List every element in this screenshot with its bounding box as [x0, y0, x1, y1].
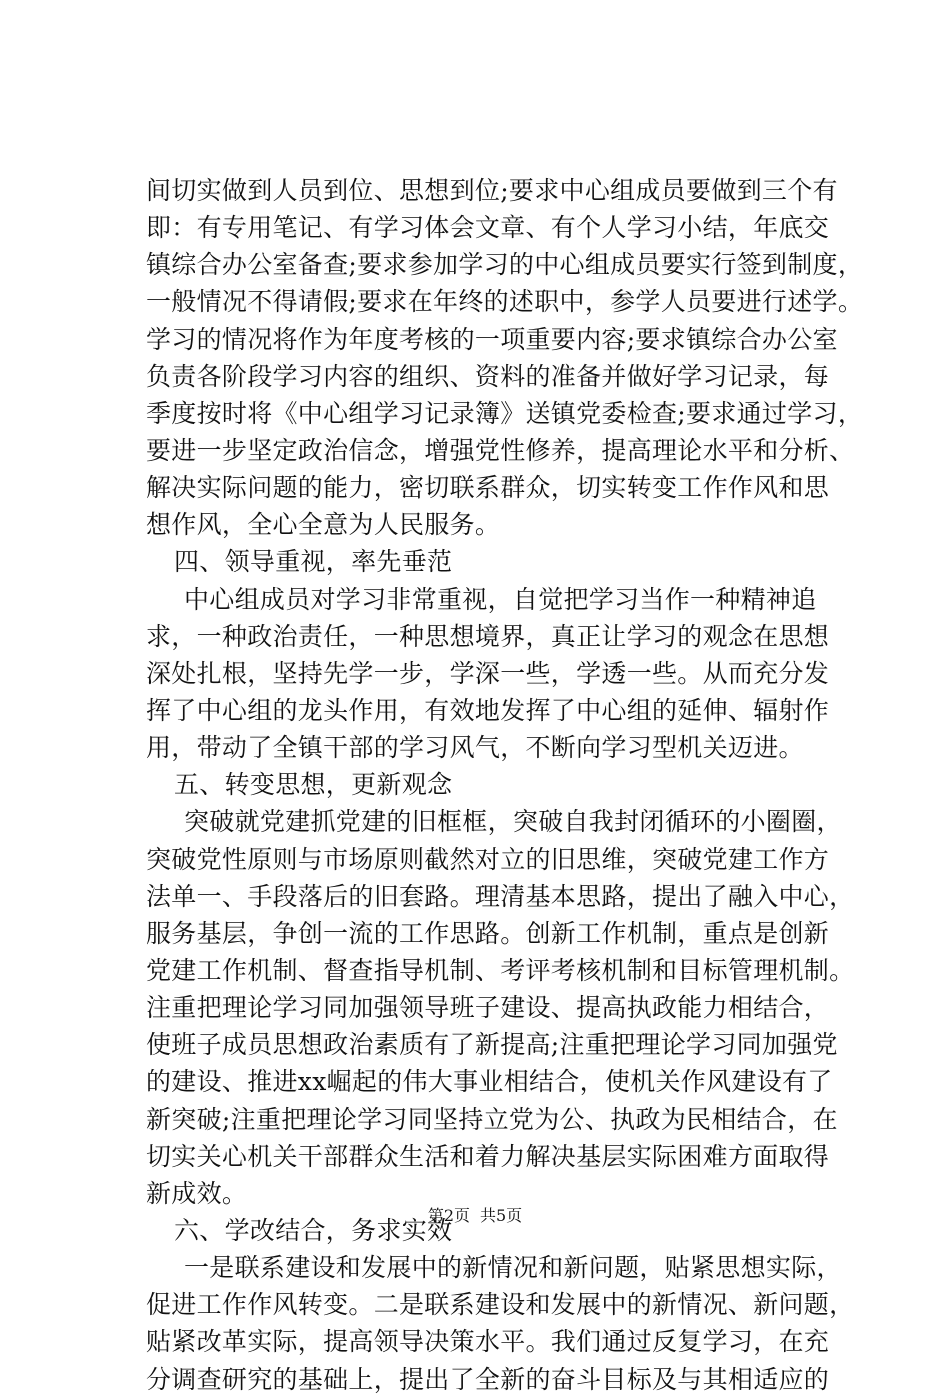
section-heading: 五、转变思想，更新观念	[174, 770, 453, 800]
text-line: 分调查研究的基础上，提出了全新的奋斗目标及与其相适应的	[146, 1364, 830, 1394]
section-heading: 四、领导重视，率先垂范	[174, 547, 453, 577]
page-number: 第2页	[427, 1206, 470, 1225]
text-line: 一般情况不得请假;要求在年终的述职中，参学人员要进行述学。	[146, 287, 864, 317]
text-line: 镇综合办公室备查;要求参加学习的中心组成员要实行签到制度，	[146, 250, 864, 280]
text-line: 求，一种政治责任，一种思想境界，真正让学习的观念在思想	[146, 621, 830, 651]
text-line: 一是联系建设和发展中的新情况和新问题，贴紧思想实际，	[184, 1253, 842, 1283]
text-line: 突破就党建抓党建的旧框框，突破自我封闭循环的小圈圈，	[184, 807, 842, 837]
text-line: 用，带动了全镇干部的学习风气，不断向学习型机关迈进。	[146, 733, 804, 763]
text-line: 要进一步坚定政治信念，增强党性修养，提高理论水平和分析、	[146, 435, 855, 465]
text-line: 贴紧改革实际，提高领导决策水平。我们通过反复学习，在充	[146, 1327, 830, 1357]
text-line: 使班子成员思想政治素质有了新提高;注重把理论学习同加强党	[146, 1030, 838, 1060]
text-line: 切实关心机关干部群众生活和着力解决基层实际困难方面取得	[146, 1141, 830, 1171]
text-line: 突破党性原则与市场原则截然对立的旧思维，突破党建工作方	[146, 844, 830, 874]
text-line: 注重把理论学习同加强领导班子建设、提高执政能力相结合，	[146, 993, 830, 1023]
text-line: 服务基层，争创一流的工作思路。创新工作机制，重点是创新	[146, 918, 830, 948]
text-line: 解决实际问题的能力，密切联系群众，切实转变工作作风和思	[146, 473, 830, 503]
text-line: 想作风，全心全意为人民服务。	[146, 510, 501, 540]
text-line: 季度按时将《中心组学习记录簿》送镇党委检查;要求通过学习，	[146, 398, 864, 428]
text-line: 法单一、手段落后的旧套路。理清基本思路，提出了融入中心，	[146, 881, 855, 911]
total-pages: 共5页	[480, 1206, 523, 1225]
text-line: 的建设、推进xx崛起的伟大事业相结合，使机关作风建设有了	[146, 1067, 833, 1097]
text-line: 党建工作机制、督查指导机制、考评考核机制和目标管理机制。	[146, 955, 855, 985]
section-heading: 六、学改结合，务求实效	[174, 1215, 453, 1245]
text-line: 负责各阶段学习内容的组织、资料的准备并做好学习记录，每	[146, 361, 830, 391]
text-line: 中心组成员对学习非常重视，自觉把学习当作一种精神追	[184, 584, 817, 614]
page-footer	[0, 1206, 950, 1226]
text-line: 促进工作作风转变。二是联系建设和发展中的新情况、新问题，	[146, 1290, 855, 1320]
text-line: 即：有专用笔记、有学习体会文章、有个人学习小结，年底交	[146, 213, 830, 243]
text-line: 新成效。	[146, 1178, 248, 1208]
text-line: 新突破;注重把理论学习同坚持立党为公、执政为民相结合，在	[146, 1104, 838, 1134]
text-line: 深处扎根，坚持先学一步，学深一些，学透一些。从而充分发	[146, 658, 830, 688]
text-line: 学习的情况将作为年度考核的一项重要内容;要求镇综合办公室	[146, 324, 838, 354]
text-line: 间切实做到人员到位、思想到位;要求中心组成员要做到三个有	[146, 176, 838, 205]
text-line: 挥了中心组的龙头作用，有效地发挥了中心组的延伸、辐射作	[146, 695, 830, 725]
